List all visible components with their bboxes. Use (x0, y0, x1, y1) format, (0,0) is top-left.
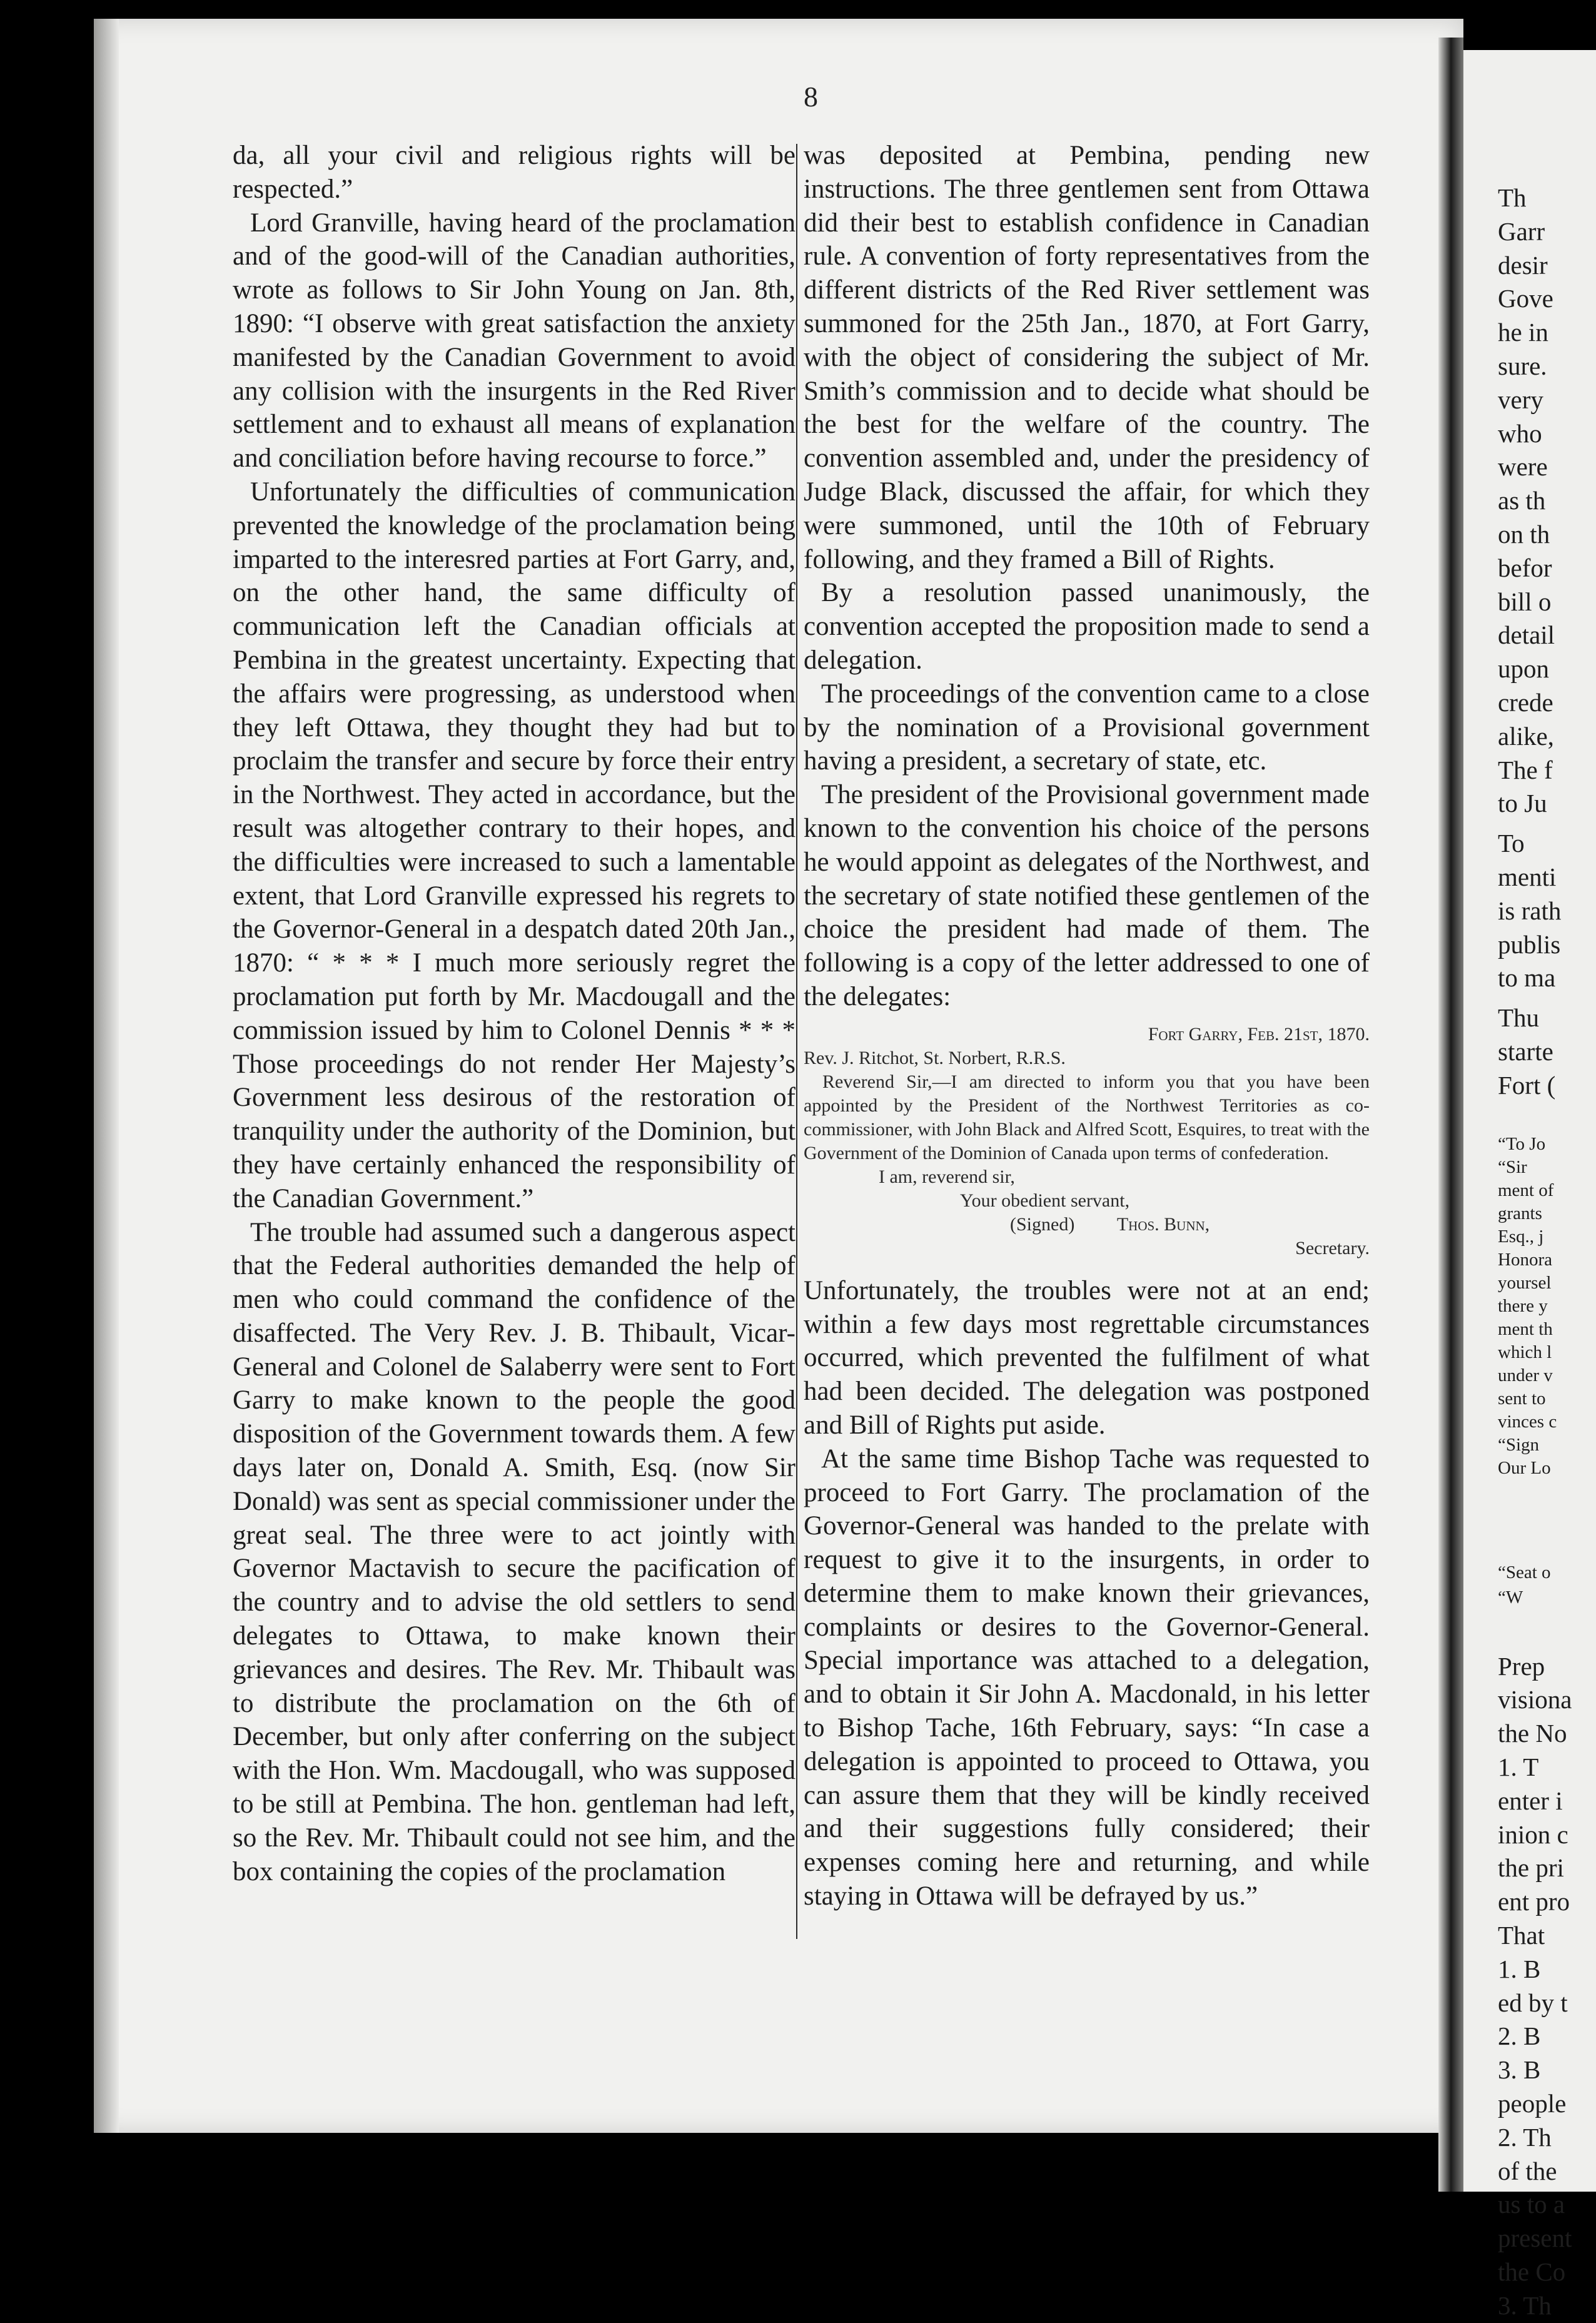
next-page-line-fragment: ed by t (1498, 1988, 1568, 2017)
next-page-line-fragment: upon (1498, 654, 1549, 684)
next-page-line-fragment: visiona (1498, 1685, 1572, 1714)
next-page-line-fragment: present (1498, 2224, 1572, 2253)
letter-signature-title: Secretary. (1295, 1237, 1370, 1258)
next-page-line-fragment: Prep (1498, 1651, 1545, 1681)
letter-addressee: Rev. J. Ritchot, St. Norbert, R.R.S. (804, 1047, 1066, 1068)
next-page-line-fragment: detail (1498, 620, 1555, 650)
paragraph: The president of the Provisional government made known to the convention his choice of the persons he would appoint as delegates of the Northwest, and the secretary of state notified these gentlemen of the choice the president had made of them. The following is a copy of the letter addressed to one of the delegates: (804, 780, 1370, 1011)
letter-signed-label: (Signed) (1010, 1213, 1075, 1235)
letter-dateline: Fort Garry, Feb. 21st, 1870. (1148, 1023, 1370, 1045)
next-page-line-fragment: “W (1498, 1587, 1523, 1607)
next-page-line-fragment: is rath (1498, 896, 1562, 925)
next-page-line-fragment: Gove (1498, 284, 1553, 313)
next-page-line-fragment: 3. Th (1498, 2290, 1552, 2320)
next-page-line-fragment: crede (1498, 688, 1553, 717)
next-page-line-fragment: desir (1498, 250, 1548, 280)
next-page-line-fragment: the pri (1498, 1853, 1564, 1883)
next-page-line-fragment: “Seat o (1498, 1562, 1551, 1582)
next-page-line-fragment: people (1498, 2089, 1567, 2118)
paragraph: Lord Granville, having heard of the proclamation and of the good-will of the Canadian authorities, wrote as follows to Sir John Young on Jan. 8th, 1890: “I observe with great satisfaction the anxiety manifested by the Canadian Government to avoid any collision with the insurgents in the Red River settlement and to exhaust all means of explanation and conciliation before having recourse to force.” (233, 208, 795, 473)
next-page-letter-fragment: grants (1498, 1203, 1542, 1223)
next-page-line-fragment: very (1498, 385, 1543, 414)
paragraph: The trouble had assumed such a dangerous aspect that the Federal authorities demanded the help of men who could command the confidence of the disaffected. The Very Rev. J. B. Thibault, Vicar-General and Colonel de Salaberry were sent to Fort Garry to make known to the people the good disposition of the Government towards them. A few days later on, Donald A. Smith, Esq. (now Sir Donald) was sent as special commissioner under the great seal. The three were to act jointly with Governor Mactavish to secure the pacification of the country and to advise the old settlers to send delegates to Ottawa, to make known their grievances and desires. The Rev. Mr. Thibault was to distribute the proclamation on the 6th of December, but only after conferring on the subject with the Hon. Wm. Macdougall, who was supposed to be still at Pembina. The hon. gentleman had left, so the Rev. Mr. Thibault could not see him, and the box containing the copies of the proclamation (233, 1217, 795, 1886)
next-page-line-fragment: were (1498, 452, 1548, 482)
next-page-letter-fragment: sent to (1498, 1388, 1546, 1409)
letter-signature-name: Thos. Bunn, (1116, 1213, 1210, 1235)
paragraph: was deposited at Pembina, pending new instructions. The three gentlemen sent from Ottawa did their best to establish confidence in Canadian rule. A convention of forty representatives from the different districts of the Red River settlement was summoned for the 25th Jan., 1870, at Fort Garry, with the object of considering the subject of Mr. Smith’s commission and to decide what should be the best for the welfare of the country. The convention assembled and, under the presidency of Judge Black, discussed the affair, for which they were summoned, until the 10th of February following, and they framed a Bill of Rights. (804, 141, 1370, 574)
next-page-line-fragment: to Ju (1498, 789, 1547, 818)
next-page-line-fragment: who (1498, 418, 1542, 448)
next-page-line-fragment: befor (1498, 553, 1552, 582)
next-page-line-fragment: as th (1498, 486, 1546, 515)
next-page-line-fragment: menti (1498, 863, 1557, 891)
next-page-letter-fragment: “To Jo (1498, 1133, 1546, 1154)
next-page-line-fragment: 2. Th (1498, 2122, 1552, 2152)
left-text-column (233, 139, 795, 1888)
next-page-line-fragment: Garr (1498, 216, 1545, 246)
letter-closing-servant: Your obedient servant, (960, 1190, 1130, 1211)
next-page-letter-fragment: “Sir (1498, 1156, 1527, 1177)
right-text-column (804, 139, 1370, 1913)
next-page-line-fragment: To (1498, 829, 1525, 858)
book-gutter (1438, 38, 1463, 2192)
next-page-letter-fragment: Our Lo (1498, 1457, 1551, 1478)
next-page-line-fragment: That (1498, 1921, 1545, 1950)
next-page-line-fragment: Fort ( (1498, 1070, 1556, 1100)
next-page-letter-fragment: Honora (1498, 1249, 1552, 1270)
column-divider (796, 144, 797, 1939)
next-page-line-fragment: enter i (1498, 1786, 1563, 1815)
next-page-line-fragment: the Co (1498, 2257, 1566, 2286)
letter-body: Reverend Sir,—I am directed to inform you that you have been appointed by the President of the Northwest Territories as co-commissioner, with John Black and Alfred Scott, Esquires, to treat with the Government of the Dominion of Canada upon terms of confederation. (804, 1071, 1370, 1163)
next-page-line-fragment: 1. T (1498, 1753, 1539, 1781)
next-page-line-fragment: 3. B (1498, 2055, 1541, 2085)
next-page-letter-fragment: there y (1498, 1295, 1548, 1316)
next-page-line-fragment: publis (1498, 929, 1561, 959)
next-page-line-fragment: on th (1498, 520, 1550, 549)
next-page-letter-fragment: Esq., j (1498, 1226, 1544, 1247)
next-page-letter-fragment: yoursel (1498, 1272, 1552, 1293)
paragraph: da, all your civil and religious rights will be respected.” (233, 141, 795, 204)
paragraph: Unfortunately the difficulties of communication prevented the knowledge of the proclamation being imparted to the interesred parties at Fort Garry, and, on the other hand, the same difficulty of communication left the Canadian officials at Pembina in the greatest uncertainty. Expecting that the affairs were progressing, as understood when they left Ottawa, they thought they had but to proclaim the transfer and secure by force their entry in the Northwest. They acted in accordance, but the result was altogether contrary to their hopes, and the difficulties were increased to such a lamentable extent, that Lord Granville expressed his regrets to the Governor-General in a despatch dated 20th Jan., 1870: “ * * * I much more seriously regret the proclamation put forth by Mr. Macdougall and the commission issued by him to Colonel Dennis * * * Those proceedings do not render Her Majesty’s Government less desirous of the restoration of tranquility under the authority of the Dominion, but they have certainly enhanced the responsibility of the Canadian Government.” (233, 477, 795, 1213)
next-page-line-fragment: starte (1498, 1037, 1553, 1066)
next-page-line-fragment: 2. B (1498, 2022, 1541, 2051)
next-page-line-fragment: us to a (1498, 2190, 1565, 2219)
next-page-line-fragment: to ma (1498, 963, 1556, 993)
next-page-line-fragment: the No (1498, 1719, 1567, 1748)
next-page-line-fragment: Thu (1498, 1003, 1540, 1033)
next-page-letter-fragment: “Sign (1498, 1434, 1540, 1455)
next-page-letter-fragment: under v (1498, 1365, 1553, 1385)
next-page-line-fragment: The f (1498, 755, 1553, 784)
next-page-line-fragment: sure. (1498, 352, 1547, 380)
next-page-line-fragment: inion c (1498, 1819, 1568, 1849)
letter-closing: I am, reverend sir, (879, 1166, 1015, 1187)
next-page-letter-fragment: which l (1498, 1342, 1552, 1362)
page-number: 8 (804, 81, 818, 113)
next-page-letter-fragment: vinces c (1498, 1411, 1557, 1432)
quoted-letter (804, 1023, 1370, 1260)
letter-signature-line (804, 1213, 1370, 1237)
page-edge-shadow (94, 19, 119, 2133)
next-page-letter-fragment: ment th (1498, 1318, 1553, 1339)
paragraph: By a resolution passed unanimously, the convention accepted the proposition made to send a delegation. (804, 578, 1370, 675)
next-page-line-fragment: 1. B (1498, 1954, 1541, 1983)
next-page-line-fragment: Th (1498, 183, 1527, 212)
paragraph: At the same time Bishop Tache was requested to proceed to Fort Garry. The proclamation of the Governor-General was handed to the prelate with request to give it to the insurgents, in order to determine them to make known their grievances, complaints or desires to the Governor-General. Special importance was attached to a delegation, and to obtain it Sir John A. Macdonald, in his letter to Bishop Tache, 16th February, says: “In case a delegation is appointed to proceed to Ottawa, you can assure them that they will be kindly received and their suggestions fully considered; their expenses coming here and returning, and while staying in Ottawa will be defrayed by us.” (804, 1444, 1370, 1911)
next-page-line-fragment: alike, (1498, 721, 1554, 751)
next-page-letter-fragment: ment of (1498, 1180, 1554, 1200)
next-page-line-fragment: he in (1498, 318, 1548, 347)
next-page-line-fragment: of the (1498, 2156, 1557, 2185)
paragraph: The proceedings of the convention came to a close by the nomination of a Provisional government having a president, a secretary of state, etc. (804, 679, 1370, 776)
next-page-line-fragment: bill o (1498, 587, 1552, 616)
paragraph: Unfortunately, the troubles were not at an end; within a few days most regrettable circumstances occurred, which prevented the fulfilment of what had been decided. The delegation was postponed and Bill of Rights put aside. (804, 1275, 1370, 1440)
next-page-line-fragment: ent pro (1498, 1887, 1570, 1916)
